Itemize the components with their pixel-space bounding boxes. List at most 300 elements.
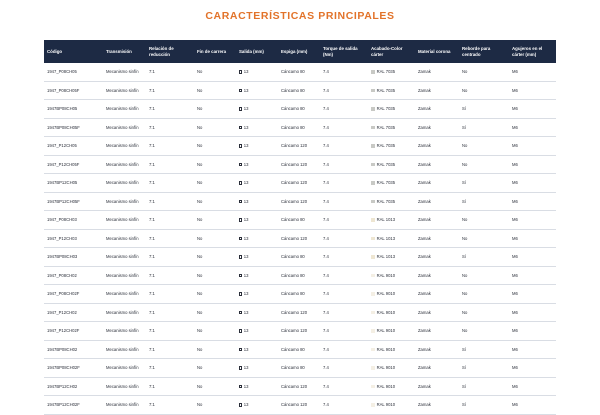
cell-transmision: Mecanismo sinfín	[103, 174, 146, 193]
cell-relacion: 7:1	[146, 248, 194, 267]
cell-reborde: Sí	[459, 248, 509, 267]
cell-acabado	[368, 137, 415, 156]
cell-codigo: 1947BP08CH02	[44, 340, 103, 359]
cell-material: Zamak	[415, 285, 459, 304]
cell-fin-carrera: No	[194, 229, 236, 248]
acabado-value: RAL 9010	[376, 272, 396, 278]
square-shaft-icon	[239, 385, 242, 388]
table-row	[44, 174, 556, 193]
cell-transmision: Mecanismo sinfín	[103, 137, 146, 156]
cell-salida	[236, 81, 278, 100]
cell-codigo: 1947BP12CH02F	[44, 396, 103, 415]
table-row	[44, 211, 556, 230]
salida-value: 13	[243, 365, 249, 371]
cell-reborde: No	[459, 303, 509, 322]
salida-value: 13	[243, 402, 249, 408]
cell-espiga: Cáncamo 120	[278, 229, 320, 248]
cell-salida	[236, 63, 278, 81]
cell-material: Zamak	[415, 377, 459, 396]
cell-agujeros: M6	[509, 174, 556, 193]
cell-acabado	[368, 377, 415, 396]
cell-codigo: 1947BP12CH02	[44, 377, 103, 396]
cell-salida	[236, 248, 278, 267]
cell-acabado	[368, 285, 415, 304]
cell-material: Zamak	[415, 266, 459, 285]
cell-material: Zamak	[415, 229, 459, 248]
salida-value: 13	[243, 106, 249, 112]
square-shaft-icon	[239, 89, 242, 92]
cell-espiga: Cáncamo 80	[278, 81, 320, 100]
cell-reborde: Sí	[459, 174, 509, 193]
cell-salida	[236, 340, 278, 359]
table-row	[44, 81, 556, 100]
cell-torque: 7.4	[320, 63, 368, 81]
page-title: CARACTERÍSTICAS PRINCIPALES	[205, 10, 395, 22]
cell-material: Zamak	[415, 81, 459, 100]
specs-table	[44, 40, 556, 415]
cell-fin-carrera: No	[194, 100, 236, 119]
cell-acabado	[368, 359, 415, 378]
cell-material: Zamak	[415, 340, 459, 359]
cell-material: Zamak	[415, 359, 459, 378]
cell-relacion: 7:1	[146, 174, 194, 193]
cell-agujeros: M6	[509, 63, 556, 81]
cell-material: Zamak	[415, 100, 459, 119]
cell-fin-carrera: No	[194, 285, 236, 304]
cell-fin-carrera: No	[194, 155, 236, 174]
cell-acabado	[368, 100, 415, 119]
color-swatch-icon	[371, 274, 375, 278]
cell-relacion: 7:1	[146, 340, 194, 359]
cell-espiga: Cáncamo 120	[278, 396, 320, 415]
cell-relacion: 7:1	[146, 285, 194, 304]
cell-espiga: Cáncamo 80	[278, 63, 320, 81]
cell-acabado	[368, 118, 415, 137]
cell-codigo: 1947_P08CH02F	[44, 285, 103, 304]
cell-espiga: Cáncamo 80	[278, 285, 320, 304]
cell-codigo: 1947BP08CH03	[44, 248, 103, 267]
acabado-value: RAL 7035	[376, 69, 396, 75]
color-swatch-icon	[371, 107, 375, 111]
cell-material: Zamak	[415, 63, 459, 81]
color-swatch-icon	[371, 255, 375, 259]
color-swatch-icon	[371, 144, 375, 148]
square-shaft-icon	[239, 200, 242, 203]
cell-acabado	[368, 248, 415, 267]
header-codigo: Código	[44, 40, 103, 63]
cell-relacion: 7:1	[146, 359, 194, 378]
cell-material: Zamak	[415, 137, 459, 156]
cell-espiga: Cáncamo 120	[278, 192, 320, 211]
square-shaft-icon	[239, 163, 242, 166]
cell-torque: 7.4	[320, 211, 368, 230]
cell-codigo: 1947_P12CH02	[44, 303, 103, 322]
cell-codigo: 1947BP12CH05	[44, 174, 103, 193]
cell-fin-carrera: No	[194, 340, 236, 359]
header-salida: Salida (mm)	[236, 40, 278, 63]
salida-value: 13	[243, 124, 249, 130]
cell-acabado	[368, 155, 415, 174]
cell-codigo: 1947BP12CH05F	[44, 192, 103, 211]
cell-codigo: 1947BP08CH02F	[44, 359, 103, 378]
cell-reborde: Sí	[459, 118, 509, 137]
cell-agujeros: M6	[509, 81, 556, 100]
salida-value: 13	[243, 87, 249, 93]
salida-value: 13	[243, 69, 249, 75]
cell-acabado	[368, 229, 415, 248]
cell-agujeros: M6	[509, 155, 556, 174]
cell-material: Zamak	[415, 174, 459, 193]
cell-material: Zamak	[415, 303, 459, 322]
cell-agujeros: M6	[509, 229, 556, 248]
square-shaft-icon	[239, 403, 242, 406]
header-torque: Torque de salida (Nm)	[320, 40, 368, 63]
cell-codigo: 1947BP08CH05F	[44, 118, 103, 137]
acabado-value: RAL 9010	[376, 328, 396, 334]
cell-torque: 7.4	[320, 396, 368, 415]
color-swatch-icon	[371, 366, 375, 370]
cell-transmision: Mecanismo sinfín	[103, 229, 146, 248]
cell-transmision: Mecanismo sinfín	[103, 100, 146, 119]
cell-reborde: No	[459, 63, 509, 81]
table-row	[44, 340, 556, 359]
cell-salida	[236, 303, 278, 322]
salida-value: 13	[243, 143, 249, 149]
cell-acabado	[368, 303, 415, 322]
table-row	[44, 359, 556, 378]
cell-agujeros: M6	[509, 266, 556, 285]
color-swatch-icon	[371, 329, 375, 333]
salida-value: 13	[243, 328, 249, 334]
cell-agujeros: M6	[509, 118, 556, 137]
cell-torque: 7.4	[320, 174, 368, 193]
cell-relacion: 7:1	[146, 118, 194, 137]
header-material: Material corona	[415, 40, 459, 63]
header-reborde: Reborde para centrado	[459, 40, 509, 63]
cell-codigo: 1947_P08CH05	[44, 63, 103, 81]
cell-codigo: 1947_P08CH05F	[44, 81, 103, 100]
color-swatch-icon	[371, 311, 375, 315]
cell-salida	[236, 100, 278, 119]
acabado-value: RAL 7035	[376, 161, 396, 167]
cell-codigo: 1947BP08CH05	[44, 100, 103, 119]
cell-torque: 7.4	[320, 377, 368, 396]
cell-material: Zamak	[415, 248, 459, 267]
square-shaft-icon	[239, 107, 242, 110]
cell-espiga: Cáncamo 120	[278, 155, 320, 174]
acabado-value: RAL 9010	[376, 402, 396, 408]
cell-agujeros: M6	[509, 248, 556, 267]
table-row	[44, 248, 556, 267]
color-swatch-icon	[371, 200, 375, 204]
cell-torque: 7.4	[320, 229, 368, 248]
cell-torque: 7.4	[320, 155, 368, 174]
cell-reborde: Sí	[459, 340, 509, 359]
cell-reborde: No	[459, 266, 509, 285]
acabado-value: RAL 9010	[376, 346, 396, 352]
cell-relacion: 7:1	[146, 155, 194, 174]
cell-reborde: No	[459, 285, 509, 304]
cell-espiga: Cáncamo 80	[278, 118, 320, 137]
square-shaft-icon	[239, 237, 242, 240]
salida-value: 13	[243, 346, 249, 352]
table-row	[44, 322, 556, 341]
salida-value: 13	[243, 198, 249, 204]
color-swatch-icon	[371, 237, 375, 241]
cell-espiga: Cáncamo 80	[278, 248, 320, 267]
cell-relacion: 7:1	[146, 322, 194, 341]
acabado-value: RAL 7035	[376, 198, 396, 204]
acabado-value: RAL 1013	[376, 235, 396, 241]
cell-relacion: 7:1	[146, 211, 194, 230]
cell-salida	[236, 322, 278, 341]
cell-torque: 7.4	[320, 137, 368, 156]
color-swatch-icon	[371, 70, 375, 74]
cell-agujeros: M6	[509, 322, 556, 341]
cell-agujeros: M6	[509, 340, 556, 359]
salida-value: 13	[243, 235, 249, 241]
cell-reborde: Sí	[459, 396, 509, 415]
cell-relacion: 7:1	[146, 81, 194, 100]
cell-torque: 7.4	[320, 192, 368, 211]
cell-transmision: Mecanismo sinfín	[103, 118, 146, 137]
cell-transmision: Mecanismo sinfín	[103, 248, 146, 267]
header-acabado: Acabado-Color cárter	[368, 40, 415, 63]
table-row	[44, 377, 556, 396]
color-swatch-icon	[371, 348, 375, 352]
square-shaft-icon	[239, 255, 242, 258]
table-row	[44, 63, 556, 81]
cell-fin-carrera: No	[194, 248, 236, 267]
cell-torque: 7.4	[320, 118, 368, 137]
color-swatch-icon	[371, 218, 375, 222]
cell-codigo: 1947_P08CH03	[44, 211, 103, 230]
cell-reborde: No	[459, 322, 509, 341]
cell-fin-carrera: No	[194, 63, 236, 81]
cell-reborde: No	[459, 137, 509, 156]
cell-agujeros: M6	[509, 359, 556, 378]
header-relacion: Relación de reducción	[146, 40, 194, 63]
table-row	[44, 229, 556, 248]
cell-transmision: Mecanismo sinfín	[103, 285, 146, 304]
acabado-value: RAL 9010	[376, 309, 396, 315]
cell-transmision: Mecanismo sinfín	[103, 81, 146, 100]
cell-transmision: Mecanismo sinfín	[103, 63, 146, 81]
cell-reborde: Sí	[459, 359, 509, 378]
acabado-value: RAL 7035	[376, 180, 396, 186]
table-row	[44, 396, 556, 415]
cell-torque: 7.4	[320, 322, 368, 341]
table-row	[44, 303, 556, 322]
color-swatch-icon	[371, 89, 375, 93]
square-shaft-icon	[239, 348, 242, 351]
salida-value: 13	[243, 383, 249, 389]
cell-fin-carrera: No	[194, 322, 236, 341]
cell-fin-carrera: No	[194, 303, 236, 322]
square-shaft-icon	[239, 218, 242, 221]
salida-value: 13	[243, 272, 249, 278]
cell-agujeros: M6	[509, 211, 556, 230]
cell-agujeros: M6	[509, 137, 556, 156]
cell-fin-carrera: No	[194, 118, 236, 137]
square-shaft-icon	[239, 144, 242, 147]
cell-agujeros: M6	[509, 377, 556, 396]
header-agujeros: Agujeros en el cárter (mm)	[509, 40, 556, 63]
salida-value: 13	[243, 309, 249, 315]
cell-acabado	[368, 192, 415, 211]
cell-reborde: No	[459, 229, 509, 248]
cell-fin-carrera: No	[194, 211, 236, 230]
table-header-row	[44, 40, 556, 63]
cell-codigo: 1947_P12CH03	[44, 229, 103, 248]
square-shaft-icon	[239, 311, 242, 314]
cell-reborde: Sí	[459, 377, 509, 396]
salida-value: 13	[243, 291, 249, 297]
cell-relacion: 7:1	[146, 396, 194, 415]
cell-transmision: Mecanismo sinfín	[103, 192, 146, 211]
color-swatch-icon	[371, 126, 375, 130]
cell-salida	[236, 377, 278, 396]
cell-transmision: Mecanismo sinfín	[103, 266, 146, 285]
square-shaft-icon	[239, 292, 242, 295]
cell-espiga: Cáncamo 80	[278, 266, 320, 285]
cell-espiga: Cáncamo 80	[278, 359, 320, 378]
cell-transmision: Mecanismo sinfín	[103, 155, 146, 174]
salida-value: 13	[243, 180, 249, 186]
cell-reborde: No	[459, 211, 509, 230]
cell-salida	[236, 137, 278, 156]
cell-relacion: 7:1	[146, 303, 194, 322]
cell-agujeros: M6	[509, 100, 556, 119]
cell-material: Zamak	[415, 211, 459, 230]
color-swatch-icon	[371, 385, 375, 389]
salida-value: 13	[243, 254, 249, 260]
cell-relacion: 7:1	[146, 100, 194, 119]
table-row	[44, 118, 556, 137]
cell-espiga: Cáncamo 120	[278, 303, 320, 322]
cell-espiga: Cáncamo 80	[278, 211, 320, 230]
cell-relacion: 7:1	[146, 137, 194, 156]
cell-salida	[236, 174, 278, 193]
cell-salida	[236, 211, 278, 230]
cell-transmision: Mecanismo sinfín	[103, 322, 146, 341]
cell-espiga: Cáncamo 120	[278, 322, 320, 341]
cell-torque: 7.4	[320, 266, 368, 285]
color-swatch-icon	[371, 403, 375, 407]
cell-relacion: 7:1	[146, 377, 194, 396]
cell-material: Zamak	[415, 192, 459, 211]
cell-torque: 7.4	[320, 340, 368, 359]
cell-fin-carrera: No	[194, 359, 236, 378]
cell-material: Zamak	[415, 322, 459, 341]
square-shaft-icon	[239, 181, 242, 184]
cell-salida	[236, 285, 278, 304]
cell-reborde: Sí	[459, 192, 509, 211]
cell-salida	[236, 192, 278, 211]
cell-fin-carrera: No	[194, 396, 236, 415]
square-shaft-icon	[239, 366, 242, 369]
cell-agujeros: M6	[509, 285, 556, 304]
acabado-value: RAL 7035	[376, 87, 396, 93]
table-row	[44, 266, 556, 285]
cell-relacion: 7:1	[146, 192, 194, 211]
cell-espiga: Cáncamo 120	[278, 137, 320, 156]
table-row	[44, 155, 556, 174]
header-fin-carrera: Fin de carrera	[194, 40, 236, 63]
cell-salida	[236, 396, 278, 415]
cell-torque: 7.4	[320, 81, 368, 100]
cell-codigo: 1947_P12CH02F	[44, 322, 103, 341]
cell-salida	[236, 266, 278, 285]
table-row	[44, 285, 556, 304]
color-swatch-icon	[371, 163, 375, 167]
cell-acabado	[368, 174, 415, 193]
cell-fin-carrera: No	[194, 192, 236, 211]
cell-espiga: Cáncamo 80	[278, 340, 320, 359]
cell-transmision: Mecanismo sinfín	[103, 396, 146, 415]
cell-salida	[236, 118, 278, 137]
cell-reborde: Sí	[459, 100, 509, 119]
cell-torque: 7.4	[320, 248, 368, 267]
table-row	[44, 192, 556, 211]
table-row	[44, 100, 556, 119]
cell-torque: 7.4	[320, 100, 368, 119]
cell-codigo: 1947_P08CH02	[44, 266, 103, 285]
acabado-value: RAL 1013	[376, 217, 396, 223]
cell-acabado	[368, 340, 415, 359]
cell-reborde: No	[459, 155, 509, 174]
cell-transmision: Mecanismo sinfín	[103, 303, 146, 322]
cell-agujeros: M6	[509, 192, 556, 211]
cell-acabado	[368, 322, 415, 341]
cell-material: Zamak	[415, 118, 459, 137]
cell-fin-carrera: No	[194, 81, 236, 100]
cell-agujeros: M6	[509, 396, 556, 415]
cell-torque: 7.4	[320, 359, 368, 378]
cell-torque: 7.4	[320, 303, 368, 322]
cell-material: Zamak	[415, 396, 459, 415]
cell-salida	[236, 359, 278, 378]
cell-relacion: 7:1	[146, 63, 194, 81]
cell-espiga: Cáncamo 80	[278, 100, 320, 119]
salida-value: 13	[243, 217, 249, 223]
cell-espiga: Cáncamo 120	[278, 174, 320, 193]
cell-relacion: 7:1	[146, 266, 194, 285]
cell-relacion: 7:1	[146, 229, 194, 248]
color-swatch-icon	[371, 181, 375, 185]
header-transmision: Transmisión	[103, 40, 146, 63]
cell-reborde: No	[459, 81, 509, 100]
cell-espiga: Cáncamo 120	[278, 377, 320, 396]
cell-acabado	[368, 63, 415, 81]
cell-fin-carrera: No	[194, 137, 236, 156]
cell-salida	[236, 229, 278, 248]
cell-fin-carrera: No	[194, 266, 236, 285]
cell-transmision: Mecanismo sinfín	[103, 377, 146, 396]
cell-codigo: 1947_P12CH05F	[44, 155, 103, 174]
square-shaft-icon	[239, 329, 242, 332]
cell-codigo: 1947_P12CH05	[44, 137, 103, 156]
acabado-value: RAL 9010	[376, 365, 396, 371]
acabado-value: RAL 7035	[376, 143, 396, 149]
acabado-value: RAL 9010	[376, 291, 396, 297]
acabado-value: RAL 7035	[376, 124, 396, 130]
acabado-value: RAL 7035	[376, 106, 396, 112]
cell-transmision: Mecanismo sinfín	[103, 340, 146, 359]
header-espiga: Espiga (mm)	[278, 40, 320, 63]
cell-transmision: Mecanismo sinfín	[103, 211, 146, 230]
cell-acabado	[368, 211, 415, 230]
